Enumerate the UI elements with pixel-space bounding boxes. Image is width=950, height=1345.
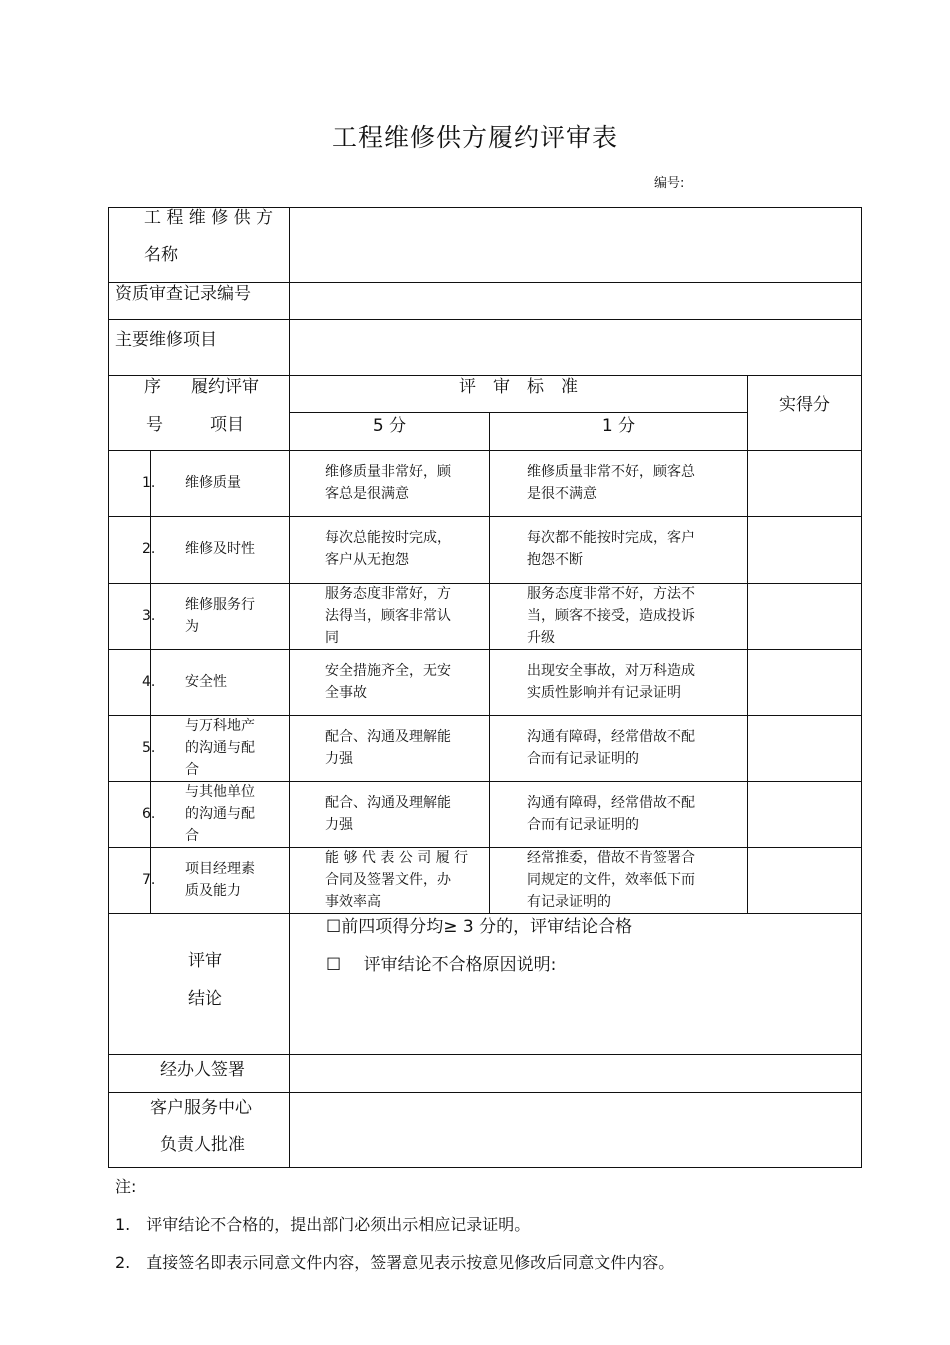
row-number: 5. bbox=[142, 740, 156, 756]
header-seq: 序 bbox=[144, 377, 161, 397]
notes-title: 注: bbox=[115, 1177, 137, 1196]
handler-sign-label: 经办人签署 bbox=[160, 1060, 245, 1080]
header-actual-score: 实得分 bbox=[779, 395, 830, 415]
row-criteria-1: 维修质量非常不好，顾客总 是很不满意 bbox=[527, 464, 695, 502]
conclusion-label: 评审 bbox=[188, 951, 222, 971]
row-score-field[interactable] bbox=[749, 518, 859, 580]
row-score-field[interactable] bbox=[749, 849, 859, 911]
approval-label-cont: 负责人批准 bbox=[160, 1135, 245, 1155]
main-items-field[interactable] bbox=[291, 323, 857, 371]
header-item-cont: 项目 bbox=[210, 415, 244, 435]
row-number: 2. bbox=[142, 541, 156, 557]
header-criteria: 评 审 标 准 bbox=[459, 377, 578, 397]
qualification-record-label: 资质审查记录编号 bbox=[115, 284, 251, 304]
row-item-name: 维修服务行 为 bbox=[185, 597, 255, 635]
row-criteria-5: 维修质量非常好，顾 客总是很满意 bbox=[325, 464, 451, 502]
row-criteria-5: 每次总能按时完成， 客户从无抱怨 bbox=[325, 530, 451, 568]
approval-label: 客户服务中心 bbox=[150, 1098, 252, 1118]
supplier-name-label: 工 程 维 修 供 方 bbox=[144, 208, 274, 228]
approval-field[interactable] bbox=[291, 1096, 857, 1163]
row-number: 1. bbox=[142, 475, 156, 491]
row-criteria-1: 沟通有障碍，经常借故不配 合而有记录证明的 bbox=[527, 729, 695, 767]
conclusion-pass-option[interactable]: ☐前四项得分均≥ 3 分的，评审结论合格 bbox=[326, 917, 633, 937]
row-item-name: 与万科地产 的沟通与配 合 bbox=[185, 718, 255, 778]
row-item-name: 维修质量 bbox=[185, 475, 241, 491]
row-score-field[interactable] bbox=[749, 585, 859, 647]
row-item-name: 与其他单位 的沟通与配 合 bbox=[185, 784, 255, 844]
row-criteria-5: 配合、沟通及理解能 力强 bbox=[325, 729, 451, 767]
row-number: 6. bbox=[142, 806, 156, 822]
conclusion-fail-option[interactable]: ☐ 评审结论不合格原因说明: bbox=[326, 955, 557, 975]
row-score-field[interactable] bbox=[749, 783, 859, 845]
document-number-label: 编号: bbox=[654, 176, 685, 191]
row-criteria-1: 沟通有障碍，经常借故不配 合而有记录证明的 bbox=[527, 795, 695, 833]
qualification-record-field[interactable] bbox=[291, 286, 857, 316]
row-criteria-1: 经常推委，借故不肯签署合 同规定的文件，效率低下而 有记录证明的 bbox=[527, 850, 695, 910]
supplier-name-field[interactable] bbox=[291, 212, 857, 278]
header-item: 履约评审 bbox=[191, 377, 259, 397]
row-score-field[interactable] bbox=[749, 651, 859, 713]
header-seq-cont: 号 bbox=[146, 415, 163, 435]
main-items-label: 主要维修项目 bbox=[115, 330, 217, 350]
row-item-name: 维修及时性 bbox=[185, 541, 255, 557]
row-criteria-1: 服务态度非常不好，方法不 当，顾客不接受，造成投诉 升级 bbox=[527, 586, 695, 646]
conclusion-label-cont: 结论 bbox=[188, 989, 222, 1009]
row-criteria-5: 安全措施齐全，无安 全事故 bbox=[325, 663, 451, 701]
row-number: 3. bbox=[142, 608, 156, 624]
note-item: 1. 评审结论不合格的，提出部门必须出示相应记录证明。 bbox=[115, 1215, 531, 1234]
row-item-name: 安全性 bbox=[185, 674, 227, 690]
row-criteria-1: 出现安全事故，对万科造成 实质性影响并有记录证明 bbox=[527, 663, 695, 701]
header-score-5: 5 分 bbox=[372, 416, 407, 436]
row-criteria-5: 服务态度非常好，方 法得当，顾客非常认 同 bbox=[325, 586, 451, 646]
supplier-name-label-cont: 名称 bbox=[144, 245, 178, 265]
row-criteria-1: 每次都不能按时完成，客户 抱怨不断 bbox=[527, 530, 695, 568]
note-item: 2. 直接签名即表示同意文件内容，签署意见表示按意见修改后同意文件内容。 bbox=[115, 1253, 675, 1272]
row-score-field[interactable] bbox=[749, 452, 859, 514]
row-score-field[interactable] bbox=[749, 717, 859, 779]
row-number: 4. bbox=[142, 674, 156, 690]
row-number: 7. bbox=[142, 872, 156, 888]
header-score-1: 1 分 bbox=[601, 416, 636, 436]
row-item-name: 项目经理素 质及能力 bbox=[185, 861, 255, 899]
row-criteria-5: 能 够 代 表 公 司 履 行 合同及签署文件，办 事效率高 bbox=[325, 850, 469, 910]
document-title: 工程维修供方履约评审表 bbox=[331, 123, 618, 152]
row-criteria-5: 配合、沟通及理解能 力强 bbox=[325, 795, 451, 833]
handler-sign-field[interactable] bbox=[291, 1057, 857, 1089]
